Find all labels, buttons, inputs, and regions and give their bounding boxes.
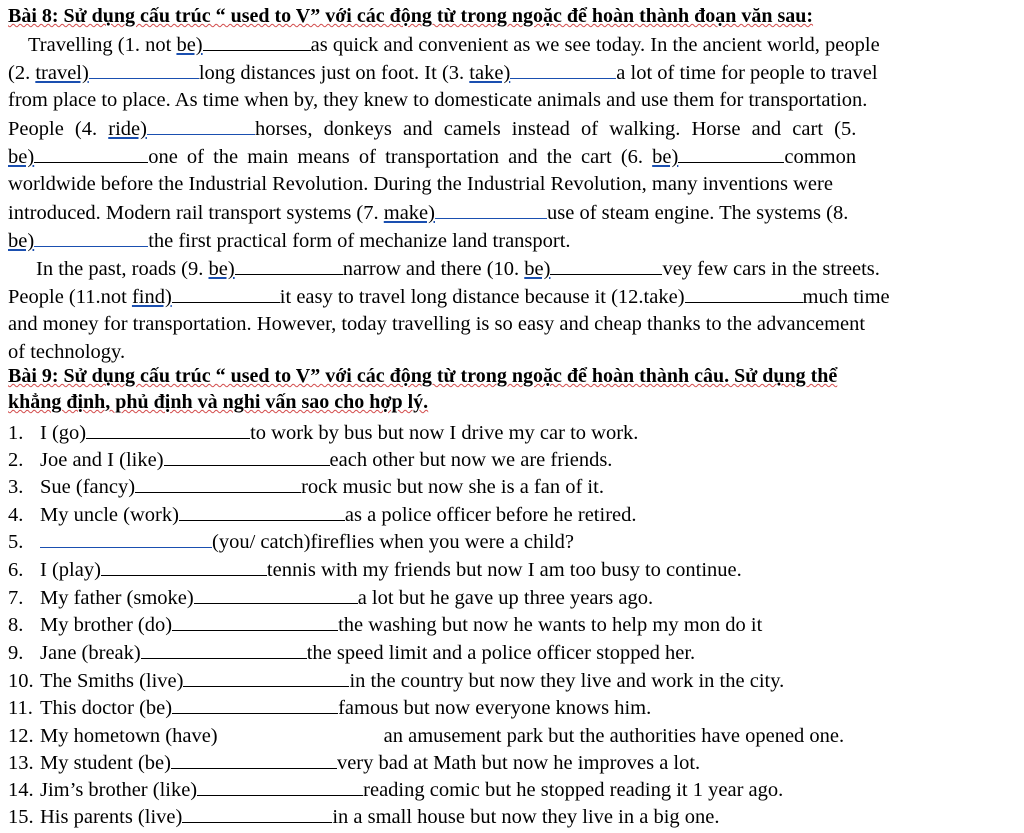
list-item: 2. Joe and I (like) each other but now we are friends. <box>8 445 1024 473</box>
ex8-line-10: People (11.not find) it easy to travel long distance because it (12.take) much time <box>8 282 1024 310</box>
ex8-heading: Bài 8: Sử dụng cấu trúc “ used to V” với các động từ trong ngoặc để hoàn thành đoạn văn sau: <box>8 5 814 27</box>
list-item: 12. My hometown (have) an amusement park but the authorities have opened one. <box>8 721 1024 749</box>
blank-12[interactable] <box>685 282 803 303</box>
list-item: 1. I (go) to work by bus but now I drive my car to work. <box>8 418 1024 446</box>
ex9-heading-line-1: Bài 9: Sử dụng cấu trúc “ used to V” với các động từ trong ngoặc để hoàn thành câu. Sử dụng thể <box>8 365 838 387</box>
blank-8[interactable] <box>34 226 148 247</box>
ex8-line-8: be) the first practical form of mechanize land transport. <box>8 226 1024 254</box>
answer-blank[interactable] <box>141 638 307 659</box>
blank-2[interactable] <box>89 58 199 79</box>
blank-3[interactable] <box>510 58 616 79</box>
answer-blank[interactable] <box>197 775 363 796</box>
list-item: 6. I (play) tennis with my friends but now I am too busy to continue. <box>8 555 1024 583</box>
list-item: 4. My uncle (work) as a police officer before he retired. <box>8 500 1024 528</box>
blank-10[interactable] <box>550 254 662 275</box>
blank-4[interactable] <box>147 114 255 135</box>
answer-blank[interactable] <box>172 693 338 714</box>
list-item: 9. Jane (break) the speed limit and a police officer stopped her. <box>8 638 1024 666</box>
blank-7[interactable] <box>435 198 547 219</box>
list-item: 14. Jim’s brother (like) reading comic but he stopped reading it 1 year ago. <box>8 775 1024 803</box>
blank-5[interactable] <box>34 142 148 163</box>
answer-blank[interactable] <box>171 748 337 769</box>
blank-11[interactable] <box>172 282 280 303</box>
list-item: 7. My father (smoke) a lot but he gave up three years ago. <box>8 583 1024 611</box>
list-item: 11. This doctor (be) famous but now everyone knows him. <box>8 693 1024 721</box>
list-item: 8. My brother (do) the washing but now he wants to help my mon do it <box>8 610 1024 638</box>
answer-blank[interactable] <box>164 445 330 466</box>
answer-blank[interactable] <box>172 610 338 631</box>
ex8-line-6: worldwide before the Industrial Revolution. During the Industrial Revolution, many inventions were <box>8 173 833 195</box>
answer-blank[interactable] <box>86 418 250 439</box>
ex8-line-7: introduced. Modern rail transport systems (7. make) use of steam engine. The systems (8. <box>8 198 1024 226</box>
ex8-line-5: be) one of the main means of transportation and the cart (6. be) common <box>8 142 1024 170</box>
answer-blank[interactable] <box>194 583 358 604</box>
ex8-line-11: and money for transportation. However, today travelling is so easy and cheap thanks to the advancement <box>8 313 866 335</box>
answer-blank[interactable] <box>179 500 345 521</box>
list-item: 3. Sue (fancy) rock music but now she is a fan of it. <box>8 472 1024 500</box>
list-item: 15. His parents (live) in a small house but now they live in a big one. <box>8 802 1024 830</box>
answer-blank[interactable] <box>182 802 332 823</box>
list-item: 13. My student (be) very bad at Math but now he improves a lot. <box>8 748 1024 776</box>
blank-9[interactable] <box>235 254 343 275</box>
ex8-line-2: (2. travel) long distances just on foot. It (3. take) a lot of time for people to travel <box>8 58 1024 86</box>
ex8-line-9: In the past, roads (9. be) narrow and there (10. be) vey few cars in the streets. <box>36 254 1024 282</box>
ex8-line-1: Travelling (1. not be) as quick and convenient as we see today. In the ancient world, people <box>28 30 1024 58</box>
list-item: 5. (you/ catch)fireflies when you were a child? <box>8 527 1024 555</box>
answer-blank[interactable] <box>40 527 212 548</box>
blank-1[interactable] <box>203 30 311 51</box>
answer-blank[interactable] <box>183 666 349 687</box>
blank-6[interactable] <box>678 142 784 163</box>
answer-blank[interactable] <box>135 472 301 493</box>
list-item: 10. The Smiths (live) in the country but now they live and work in the city. <box>8 666 1024 694</box>
answer-blank[interactable] <box>218 721 384 742</box>
ex8-line-4: People (4. ride) horses, donkeys and camels instead of walking. Horse and cart (5. <box>8 114 1024 142</box>
ex8-line-3: from place to place. As time when by, they knew to domesticate animals and use them for transportation. <box>8 89 868 111</box>
ex8-line-12: of technology. <box>8 341 126 363</box>
answer-blank[interactable] <box>101 555 267 576</box>
ex9-heading-line-2: khẳng định, phủ định và nghi vấn sao cho hợp lý. <box>8 391 429 413</box>
